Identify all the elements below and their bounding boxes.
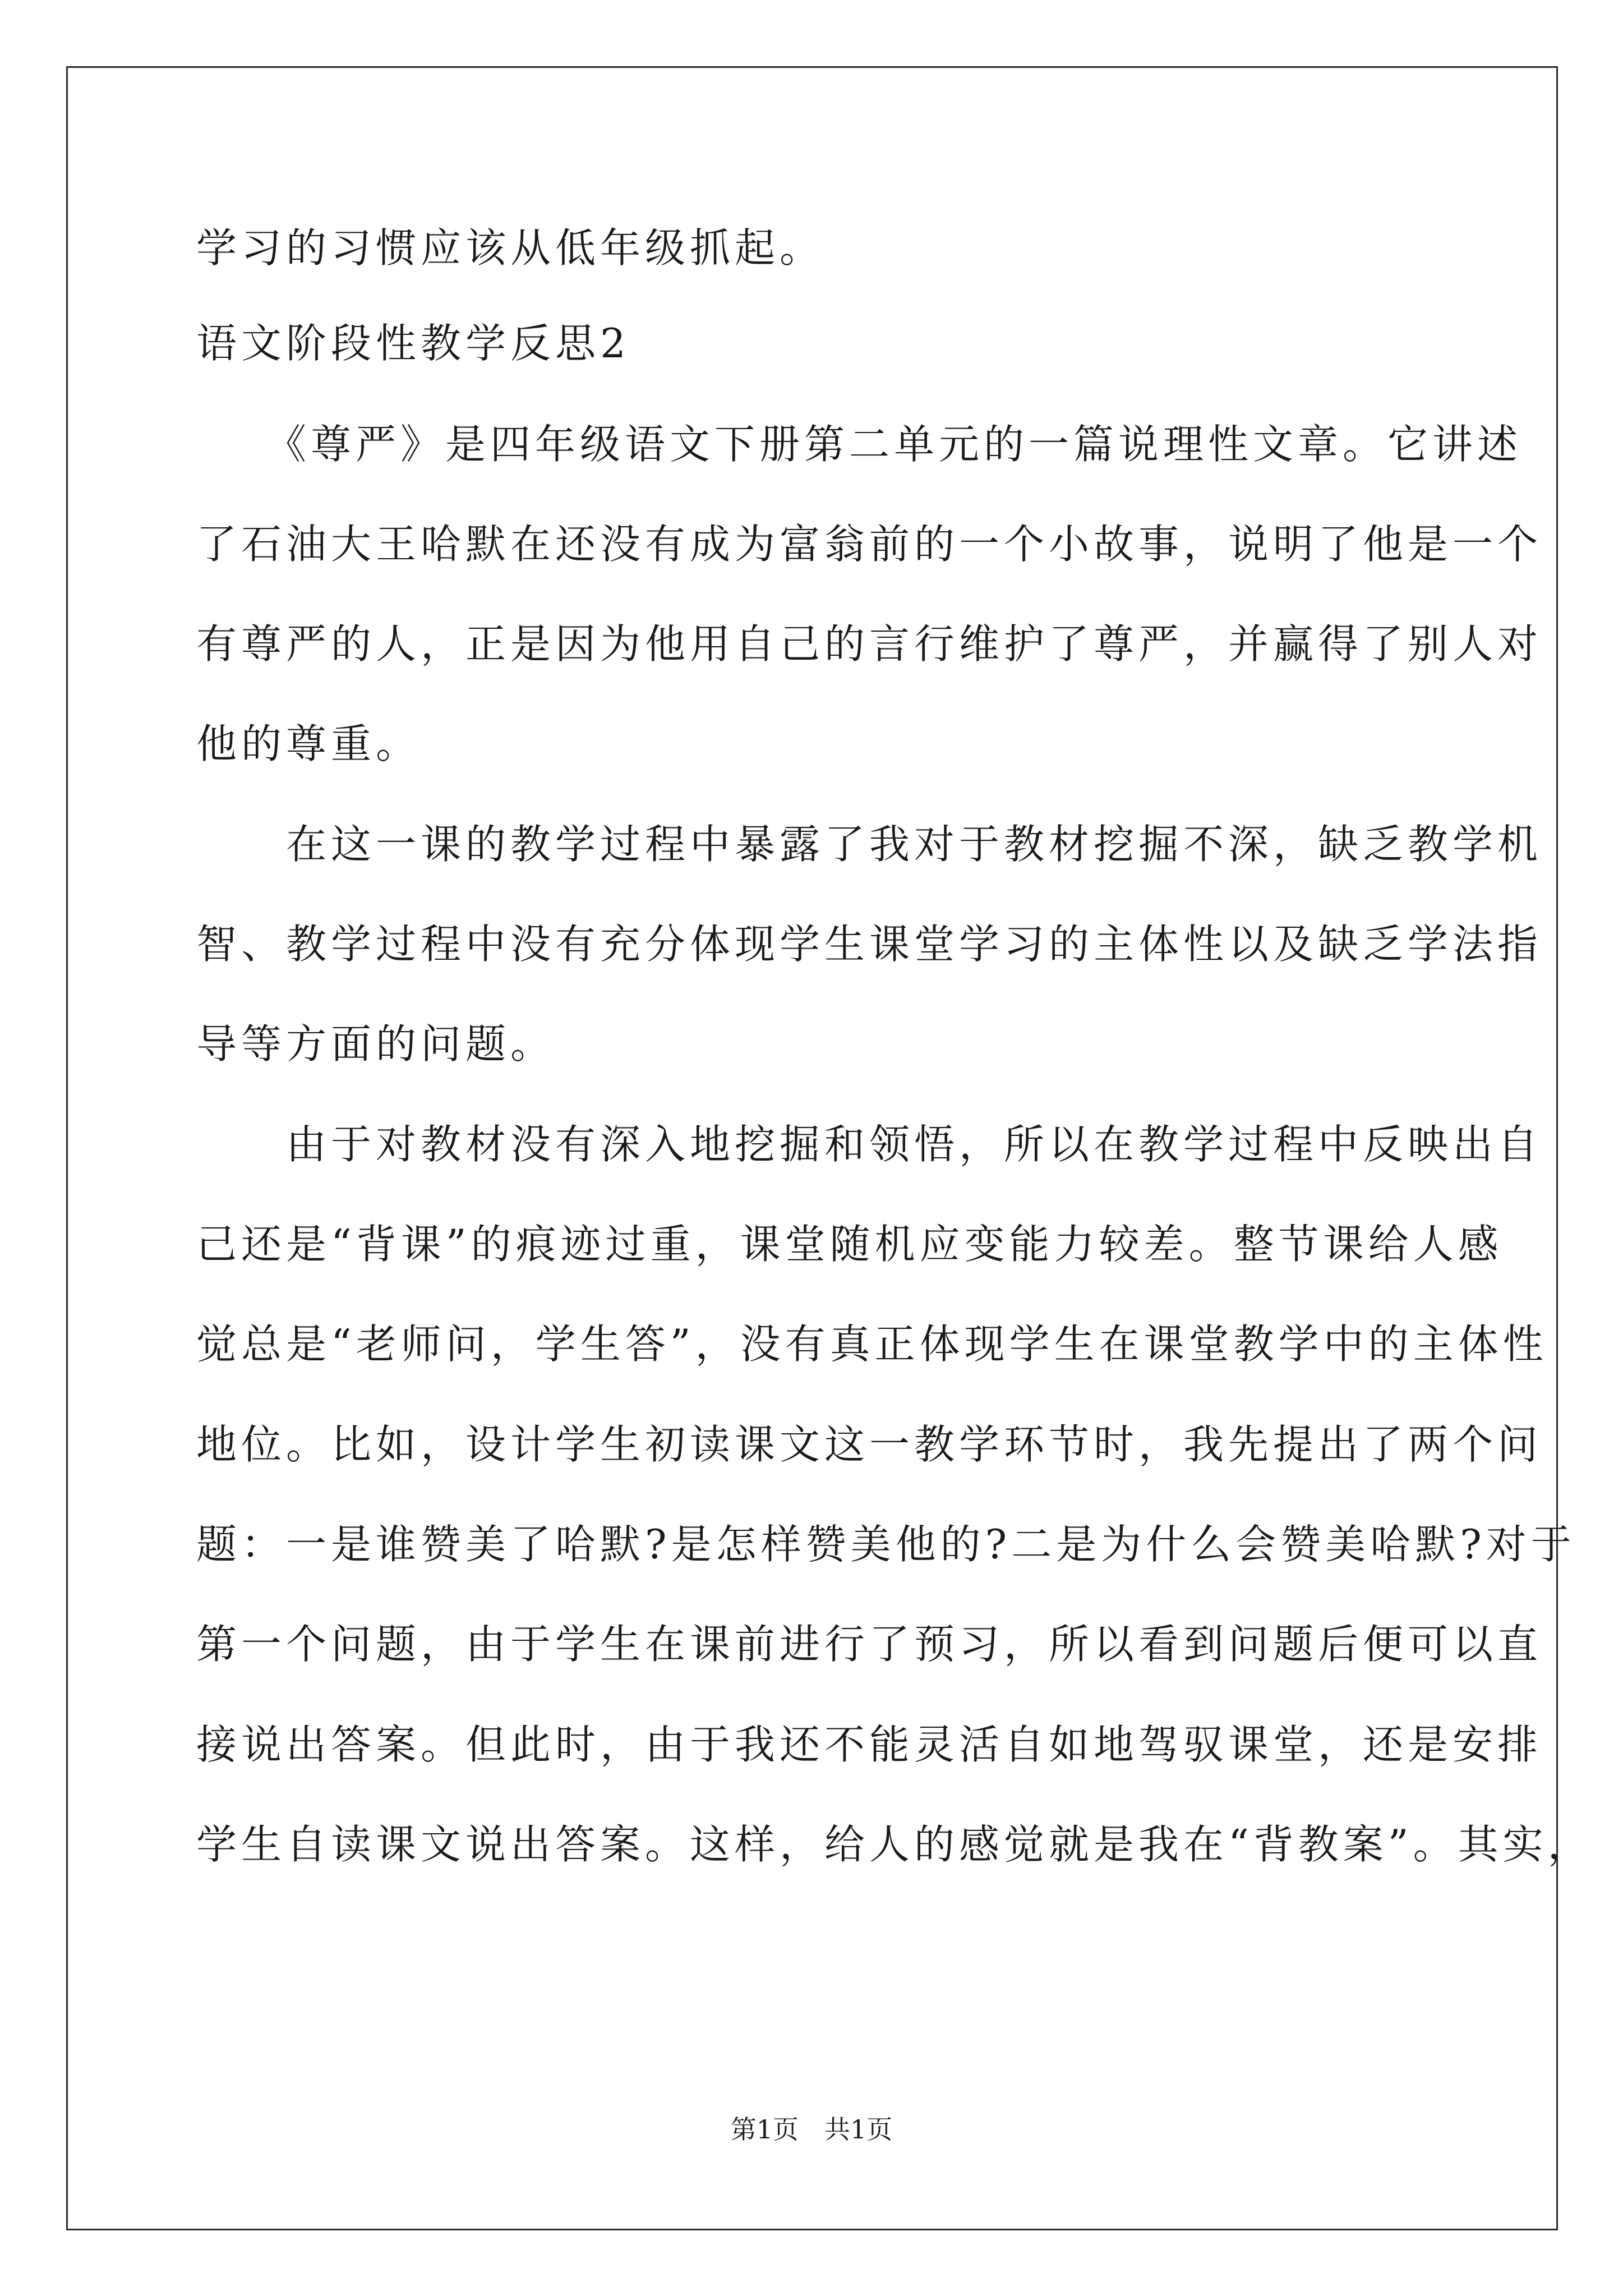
text-line: 地位。比如，设计学生初读课文这一教学环节时，我先提出了两个问 [196, 1421, 1543, 1468]
text-line: 有尊严的人，正是因为他用自己的言行维护了尊严，并赢得了别人对 [196, 620, 1543, 668]
page-footer: 第1页 共1页 [730, 2114, 893, 2145]
text-line: 觉总是“老师问，学生答”，没有真正体现学生在课堂教学中的主体性 [196, 1320, 1548, 1368]
text-line: 第一个问题，由于学生在课前进行了预习，所以看到问题后便可以直 [196, 1621, 1543, 1668]
text-line: 由于对教材没有深入地挖掘和领悟，所以在教学过程中反映出自 [196, 1121, 1543, 1168]
text-line: 学生自读课文说出答案。这样，给人的感觉就是我在“背教案”。其实， [196, 1821, 1593, 1868]
text-line: 己还是“背课”的痕迹过重，课堂随机应变能力较差。整节课给人感 [196, 1221, 1503, 1268]
text-line: 导等方面的问题。 [196, 1020, 556, 1068]
text-line: 《尊严》是四年级语文下册第二单元的一篇说理性文章。它讲述 [196, 421, 1523, 468]
text-line: 他的尊重。 [196, 720, 421, 767]
text-line: 学习的习惯应该从低年级抓起。 [196, 224, 825, 272]
text-line: 题：一是谁赞美了哈默?是怎样赞美他的?二是为什么会赞美哈默?对于 [196, 1521, 1576, 1568]
section-heading: 语文阶段性教学反思2 [196, 320, 630, 367]
text-line: 接说出答案。但此时，由于我还不能灵活自如地驾驭课堂，还是安排 [196, 1721, 1543, 1768]
text-line: 了石油大王哈默在还没有成为富翁前的一个小故事，说明了他是一个 [196, 521, 1543, 568]
text-line: 在这一课的教学过程中暴露了我对于教材挖掘不深，缺乏教学机 [196, 821, 1543, 868]
text-line: 智、教学过程中没有充分体现学生课堂学习的主体性以及缺乏学法指 [196, 921, 1543, 968]
